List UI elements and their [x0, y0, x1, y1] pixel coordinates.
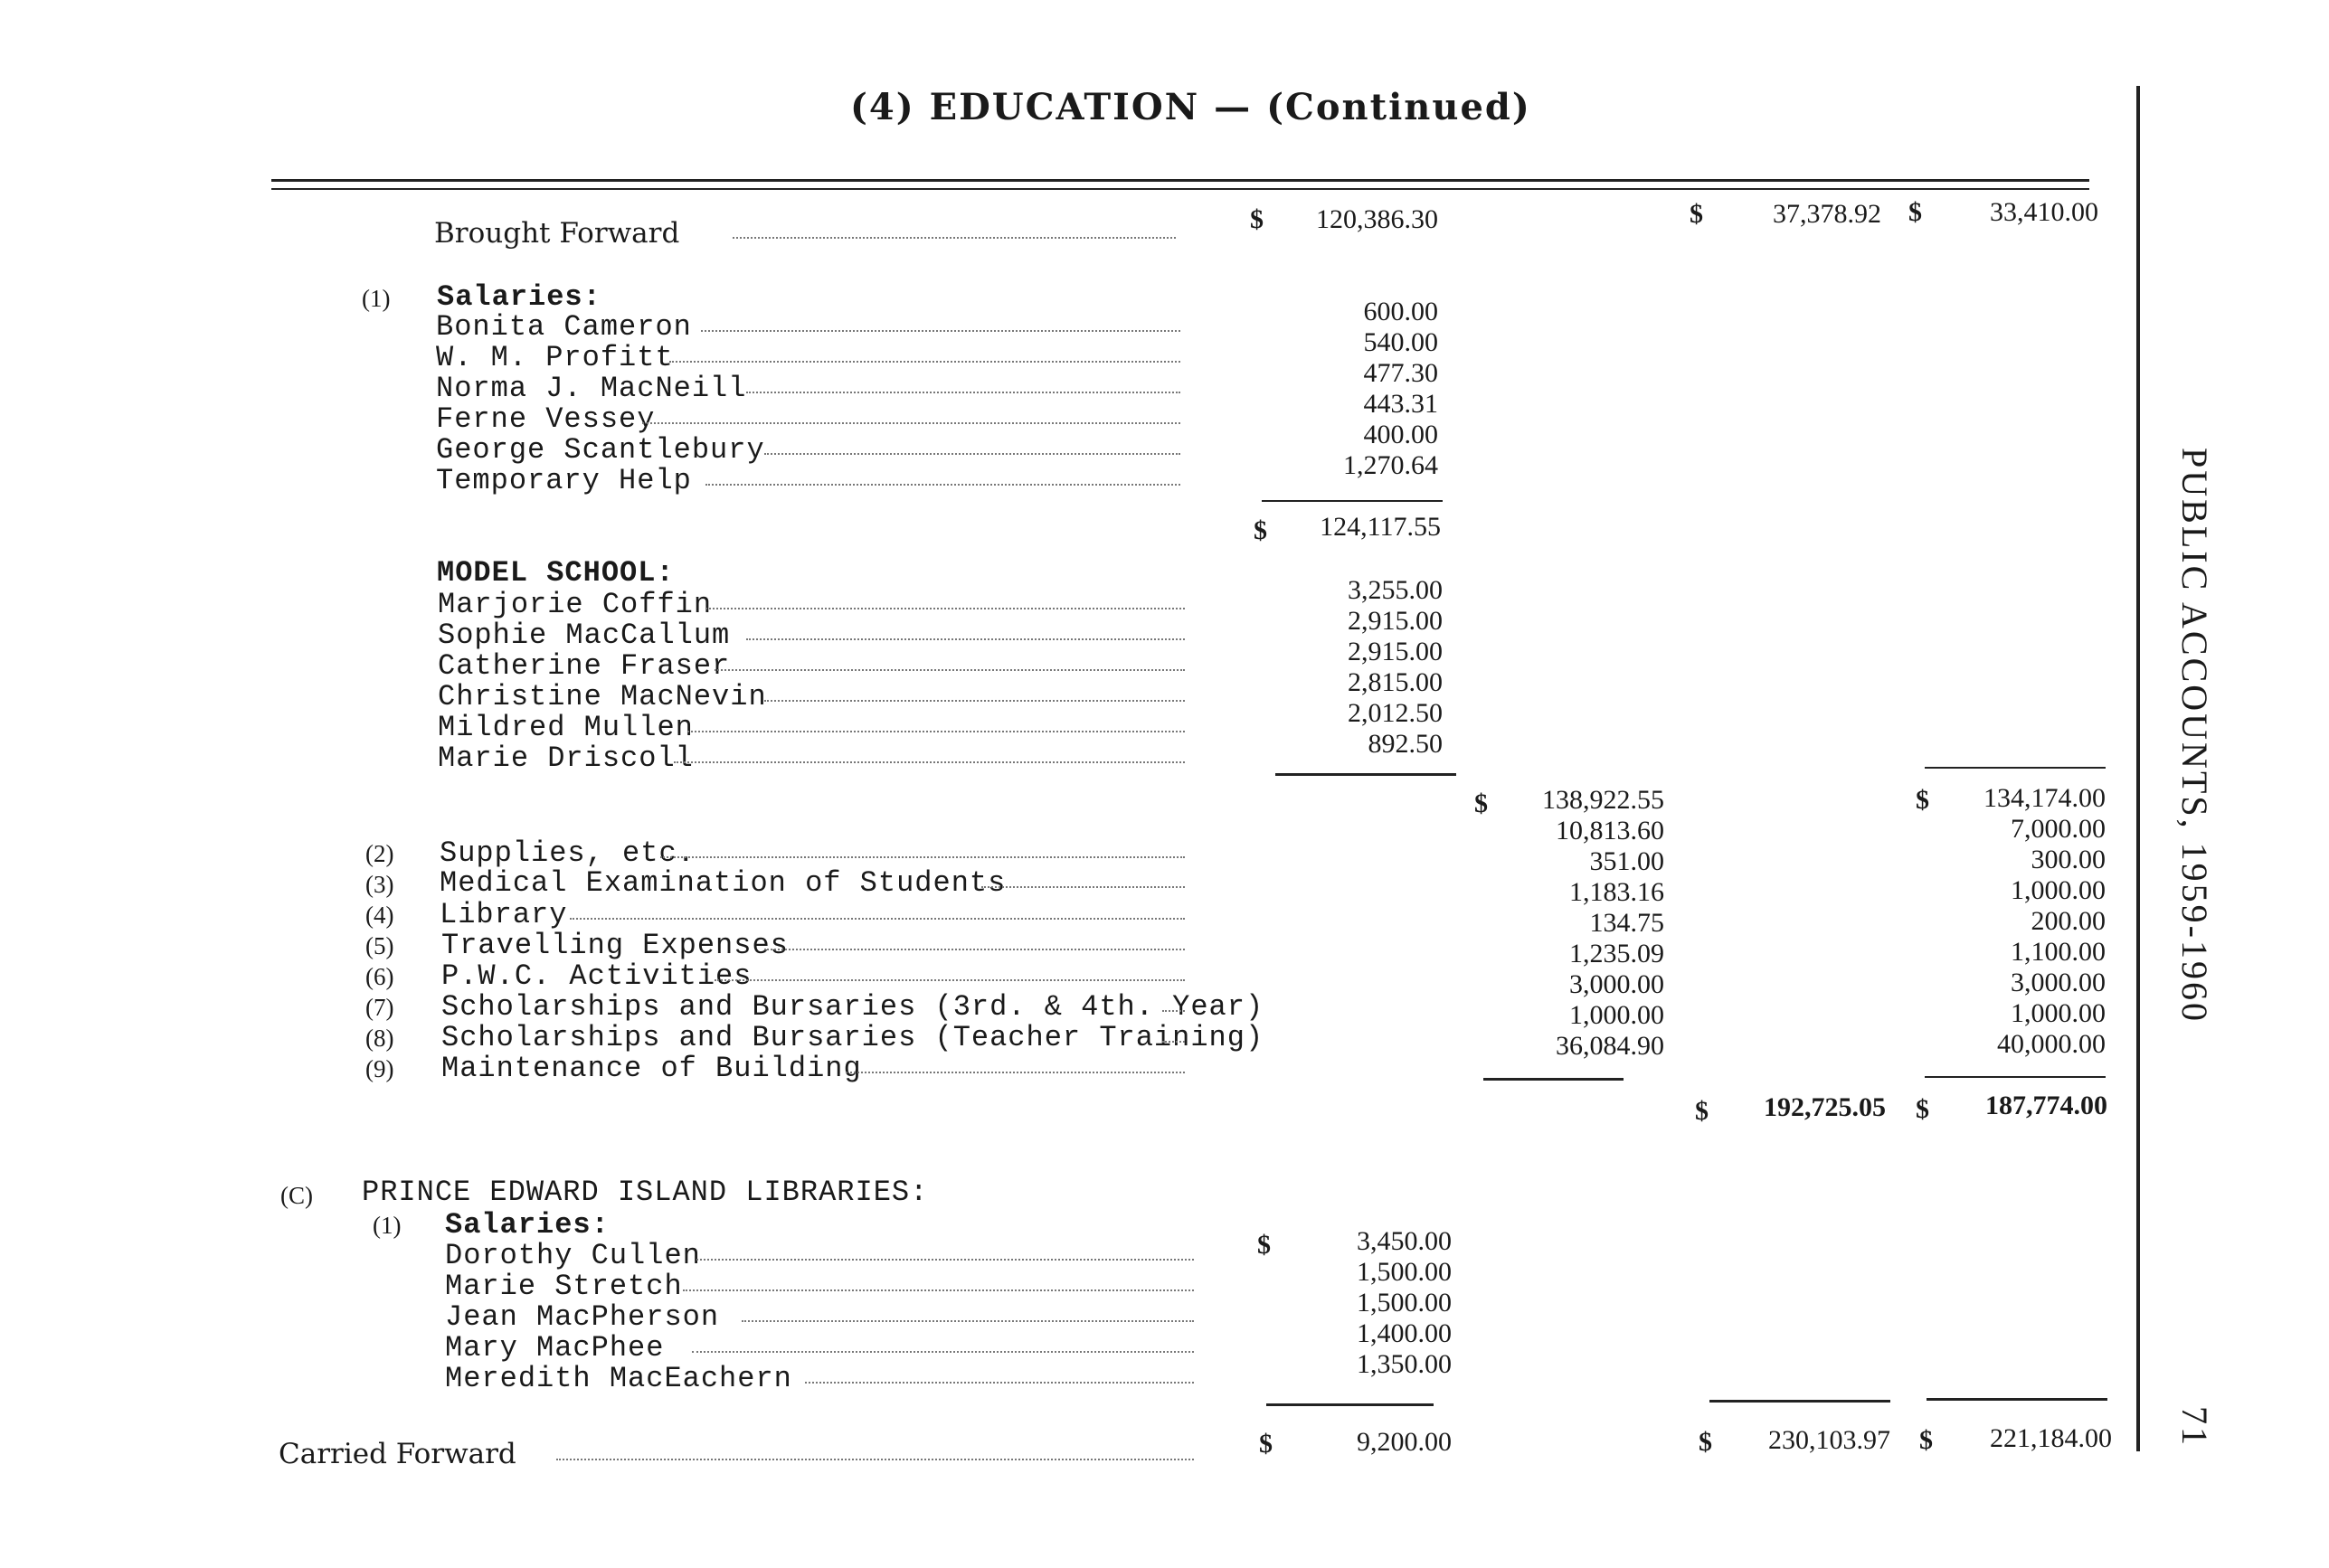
list-item-amount: 1,270.64: [1343, 450, 1438, 480]
list-item: Jean MacPherson: [445, 1300, 720, 1334]
carried-rule-col3: [1709, 1400, 1890, 1403]
libraries-sub-index: (1): [373, 1212, 402, 1239]
list-item-amount: 2,815.00: [1348, 667, 1443, 697]
dot-leader: [764, 700, 1185, 702]
items-rule: [1483, 1078, 1624, 1081]
item-col4: 1,100.00: [2011, 937, 2106, 967]
dot-leader: [746, 638, 1185, 640]
item-col4: 300.00: [2031, 845, 2106, 874]
list-item: Marie Stretch: [445, 1270, 683, 1303]
model-school-heading: MODEL SCHOOL:: [437, 556, 675, 590]
dot-leader: [701, 330, 1180, 332]
item-index: (7): [365, 994, 394, 1021]
brought-forward-col3: 37,378.92: [1773, 199, 1881, 229]
dot-leader: [705, 484, 1180, 486]
list-item-amount: 1,400.00: [1357, 1318, 1452, 1348]
libraries-heading: PRINCE EDWARD ISLAND LIBRARIES:: [362, 1176, 929, 1209]
currency-symbol: $: [1690, 199, 1703, 229]
list-item-amount: 892.50: [1368, 729, 1443, 759]
header-rule-bottom: [271, 188, 2089, 190]
dot-leader: [742, 1320, 1194, 1322]
currency-symbol: $: [1474, 789, 1488, 818]
currency-symbol: $: [1916, 1094, 1929, 1124]
item-label: Scholarships and Bursaries (3rd. & 4th. Year): [441, 990, 1264, 1024]
item-col2: 3,000.00: [1569, 969, 1664, 999]
list-item: Marie Driscoll: [438, 741, 694, 775]
list-item: Marjorie Coffin: [438, 588, 713, 621]
list-item-amount: 400.00: [1363, 420, 1438, 449]
dot-leader: [705, 608, 1185, 609]
libraries-index: (C): [280, 1182, 313, 1209]
model-school-col4-total: 134,174.00: [1983, 783, 2106, 813]
item-label: Medical Examination of Students: [440, 866, 1007, 900]
libraries-sub-heading: Salaries:: [445, 1208, 610, 1242]
list-item-amount: 1,500.00: [1357, 1257, 1452, 1287]
dot-leader: [687, 731, 1185, 732]
dot-leader: [556, 1459, 1194, 1460]
list-item: George Scantlebury: [436, 433, 765, 467]
list-item: Mildred Mullen: [438, 711, 694, 744]
item-col2: 36,084.90: [1556, 1031, 1664, 1061]
item-label: Library: [440, 898, 568, 931]
item-label: Supplies, etc.: [440, 836, 696, 870]
item-col4: 40,000.00: [1997, 1029, 2106, 1059]
section-total-col3: 192,725.05: [1764, 1092, 1886, 1122]
currency-symbol: $: [1254, 515, 1267, 545]
salaries-subtotal: 124,117.55: [1320, 512, 1441, 542]
dot-leader: [669, 361, 1180, 363]
item-col2: 10,813.60: [1556, 816, 1664, 845]
dot-leader: [764, 949, 1185, 950]
list-item: Christine MacNevin: [438, 680, 767, 713]
list-item-amount: 2,012.50: [1348, 698, 1443, 728]
salaries-index: (1): [362, 285, 391, 312]
item-col2: 1,235.09: [1569, 939, 1664, 968]
item-label: Scholarships and Bursaries (Teacher Training): [441, 1021, 1264, 1054]
dot-leader: [764, 453, 1180, 455]
currency-symbol: $: [1250, 204, 1264, 234]
item-index: (9): [365, 1055, 394, 1082]
list-item-amount: 3,450.00: [1357, 1226, 1452, 1256]
brought-forward-label: Brought Forward: [434, 217, 680, 250]
subtotal-rule: [1262, 500, 1443, 502]
brought-forward-col4: 33,410.00: [1990, 197, 2098, 227]
carried-rule-col1: [1266, 1403, 1434, 1406]
currency-symbol: $: [1908, 197, 1922, 227]
salaries-heading: Salaries:: [437, 280, 601, 314]
list-item-amount: 2,915.00: [1348, 606, 1443, 636]
dot-leader: [642, 422, 1180, 424]
page-number: 71: [2174, 1406, 2215, 1448]
item-label: P.W.C. Activities: [441, 959, 753, 993]
brought-forward-col1: 120,386.30: [1316, 204, 1438, 234]
currency-symbol: $: [1259, 1429, 1273, 1459]
dot-leader: [846, 1072, 1185, 1073]
model-school-col2-total: 138,922.55: [1542, 785, 1664, 815]
list-item: Meredith MacEachern: [445, 1362, 792, 1395]
carried-forward-label: Carried Forward: [279, 1438, 516, 1470]
carried-rule-col4: [1927, 1398, 2107, 1401]
dot-leader: [696, 1259, 1194, 1261]
list-item: Temporary Help: [436, 464, 692, 497]
currency-symbol: $: [1919, 1425, 1933, 1455]
list-item: Dorothy Cullen: [445, 1239, 701, 1272]
running-title: PUBLIC ACCOUNTS, 1959-1960: [2174, 448, 2215, 1024]
list-item-amount: 3,255.00: [1348, 575, 1443, 605]
list-item-amount: 1,350.00: [1357, 1349, 1452, 1379]
col4-items-rule: [1925, 1076, 2106, 1078]
list-item-amount: 1,500.00: [1357, 1288, 1452, 1318]
list-item: Mary MacPhee: [445, 1331, 665, 1365]
item-index: (5): [365, 932, 394, 959]
list-item: Catherine Fraser: [438, 649, 731, 683]
carried-forward-col1: 9,200.00: [1357, 1427, 1452, 1457]
item-col2: 1,000.00: [1569, 1000, 1664, 1030]
dot-leader: [660, 856, 1185, 858]
item-label: Maintenance of Building: [441, 1052, 862, 1085]
item-index: (4): [365, 902, 394, 929]
list-item: Bonita Cameron: [436, 310, 692, 344]
item-index: (6): [365, 963, 394, 990]
carried-forward-col3: 230,103.97: [1768, 1425, 1890, 1455]
dot-leader: [981, 886, 1185, 888]
item-index: (8): [365, 1025, 394, 1052]
currency-symbol: $: [1699, 1427, 1712, 1457]
model-school-rule: [1275, 773, 1456, 776]
item-index: (2): [365, 840, 394, 867]
dot-leader: [1162, 1010, 1185, 1012]
list-item-amount: 477.30: [1363, 358, 1438, 388]
dot-leader: [570, 918, 1185, 920]
dot-leader: [746, 392, 1180, 393]
item-col4: 1,000.00: [2011, 998, 2106, 1028]
item-col2: 1,183.16: [1569, 877, 1664, 907]
item-index: (3): [365, 871, 394, 898]
item-col2: 351.00: [1589, 846, 1664, 876]
list-item-amount: 540.00: [1363, 327, 1438, 357]
list-item: Sophie MacCallum: [438, 619, 731, 652]
list-item: W. M. Profitt: [436, 341, 674, 374]
dot-leader: [674, 761, 1185, 763]
list-item: Ferne Vessey: [436, 402, 656, 436]
right-margin-rule: [2136, 86, 2140, 1451]
dot-leader: [715, 979, 1185, 981]
dot-leader: [1162, 1041, 1185, 1043]
list-item-amount: 2,915.00: [1348, 637, 1443, 666]
dot-leader: [733, 237, 1176, 239]
dot-leader: [683, 1289, 1194, 1291]
col4-rule: [1925, 767, 2106, 769]
section-total-col4: 187,774.00: [1985, 1091, 2107, 1120]
item-col4: 200.00: [2031, 906, 2106, 936]
list-item-amount: 443.31: [1363, 389, 1438, 419]
list-item-amount: 600.00: [1363, 297, 1438, 326]
currency-symbol: $: [1916, 785, 1929, 815]
currency-symbol: $: [1695, 1096, 1709, 1126]
carried-forward-col4: 221,184.00: [1990, 1423, 2112, 1453]
header-rule-top: [271, 179, 2089, 182]
dot-leader: [715, 669, 1185, 671]
dot-leader: [805, 1382, 1194, 1384]
list-item: Norma J. MacNeill: [436, 372, 747, 405]
item-col4: 3,000.00: [2011, 968, 2106, 997]
page-title: (4) EDUCATION — (Continued): [850, 86, 1531, 128]
item-col2: 134.75: [1589, 908, 1664, 938]
item-col4: 7,000.00: [2011, 814, 2106, 844]
dot-leader: [692, 1351, 1194, 1353]
item-label: Travelling Expenses: [441, 929, 789, 962]
currency-symbol: $: [1257, 1230, 1271, 1260]
item-col4: 1,000.00: [2011, 875, 2106, 905]
